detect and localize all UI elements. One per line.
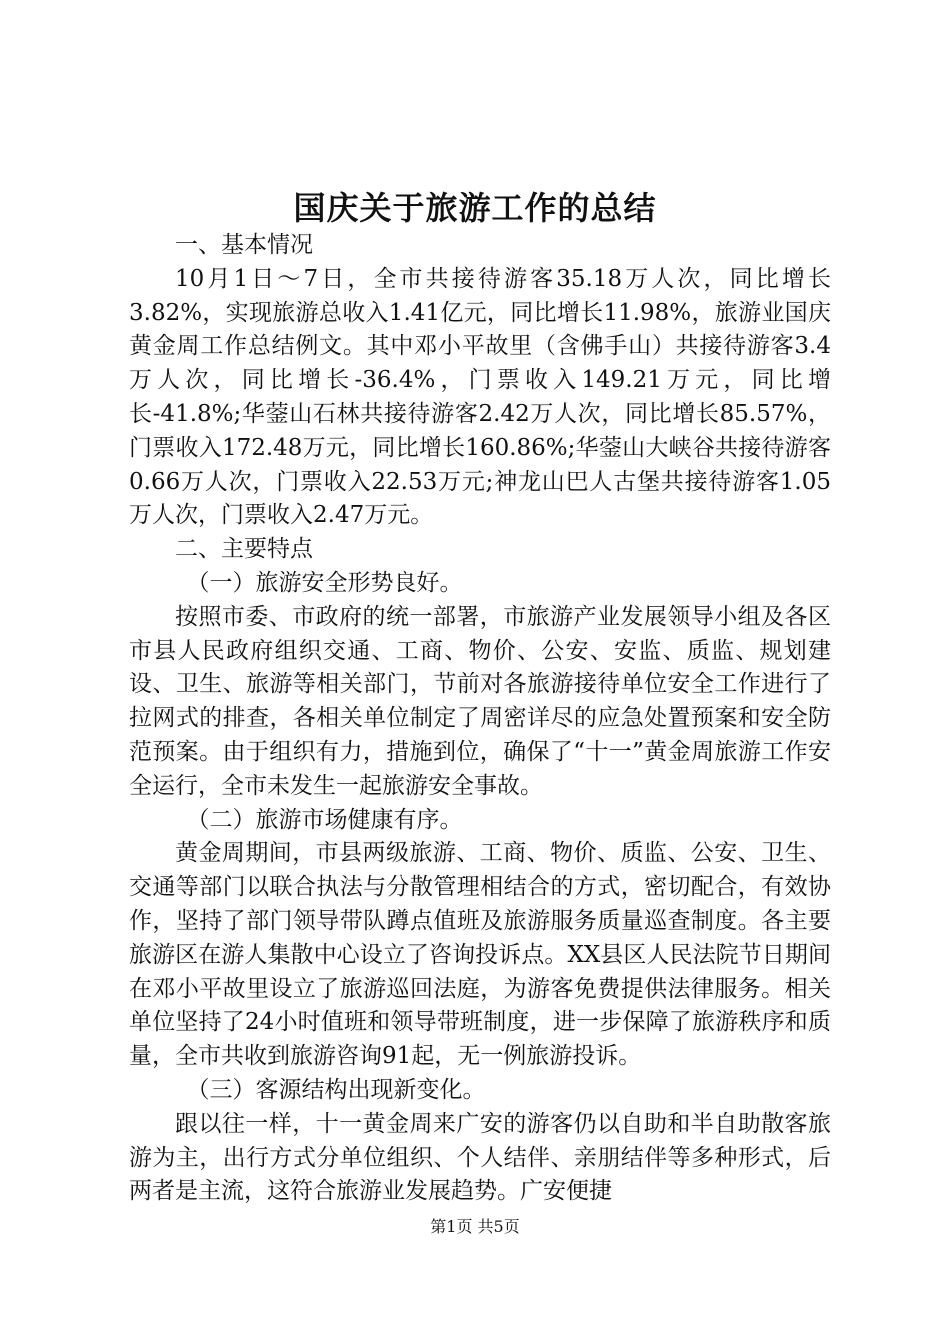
paragraph-statistics: 10月1日～7日，全市共接待游客35.18万人次，同比增长3.82%，实现旅游总收入1.41亿元，同比增长11.98%，旅游业国庆黄金周工作总结例文。其中邓小平故里（含佛手山）共接待游客3.4万人次，同比增长-36.4%，门票收入149.21万元，同比增长-41.8%;华蓥山石林共接待游客2.42万人次，同比增长85.57%，门票收入172.48万元，同比增长160.86%;华蓥山大峡谷共接待游客0.66万人次，门票收入22.53万元;神龙山巴人古堡共接待游客1.05万人次，门票收入2.47万元。 (129, 265, 831, 529)
paragraph-safety: 按照市委、市政府的统一部署，市旅游产业发展领导小组及各区市县人民政府组织交通、工商、物价、公安、安监、质监、规划建设、卫生、旅游等相关部门，节前对各旅游接待单位安全工作进行了拉网式的排查，各相关单位制定了周密详尽的应急处置预案和安全防范预案。由于组织有力，措施到位，确保了“十一”黄金周旅游工作安全运行，全市未发生一起旅游安全事故。 (129, 603, 831, 799)
subheading-visitor-structure: （三）客源结构出现新变化。 (186, 1076, 486, 1103)
section-heading-basic-info: 一、基本情况 (175, 232, 313, 258)
paragraph-visitor-structure: 跟以往一样，十一黄金周来广安的游客仍以自助和半自助散客旅游为主，出行方式分单位组织、个人结伴、亲朋结伴等多种形式，后两者是主流，这符合旅游业发展趋势。广安便捷 (129, 1110, 831, 1205)
section-heading-main-features: 二、主要特点 (175, 536, 313, 563)
document-body (129, 229, 831, 1209)
document-title: 国庆关于旅游工作的总结 (293, 189, 657, 227)
page-footer: 第1页 共5页 (430, 1217, 520, 1236)
subheading-safety: （一）旅游安全形势良好。 (186, 569, 463, 596)
paragraph-market-order: 黄金周期间，市县两级旅游、工商、物价、质监、公安、卫生、交通等部门以联合执法与分散管理相结合的方式，密切配合，有效协作，坚持了部门领导带队蹲点值班及旅游服务质量巡查制度。各主要旅游区在游人集散中心设立了咨询投诉点。XX县区人民法院节日期间在邓小平故里设立了旅游巡回法庭，为游客免费提供法律服务。相关单位坚持了24小时值班和领导带班制度，进一步保障了旅游秩序和质量，全市共收到旅游咨询91起，无一例旅游投诉。 (129, 840, 831, 1070)
subheading-market-order: （二）旅游市场健康有序。 (186, 806, 463, 833)
